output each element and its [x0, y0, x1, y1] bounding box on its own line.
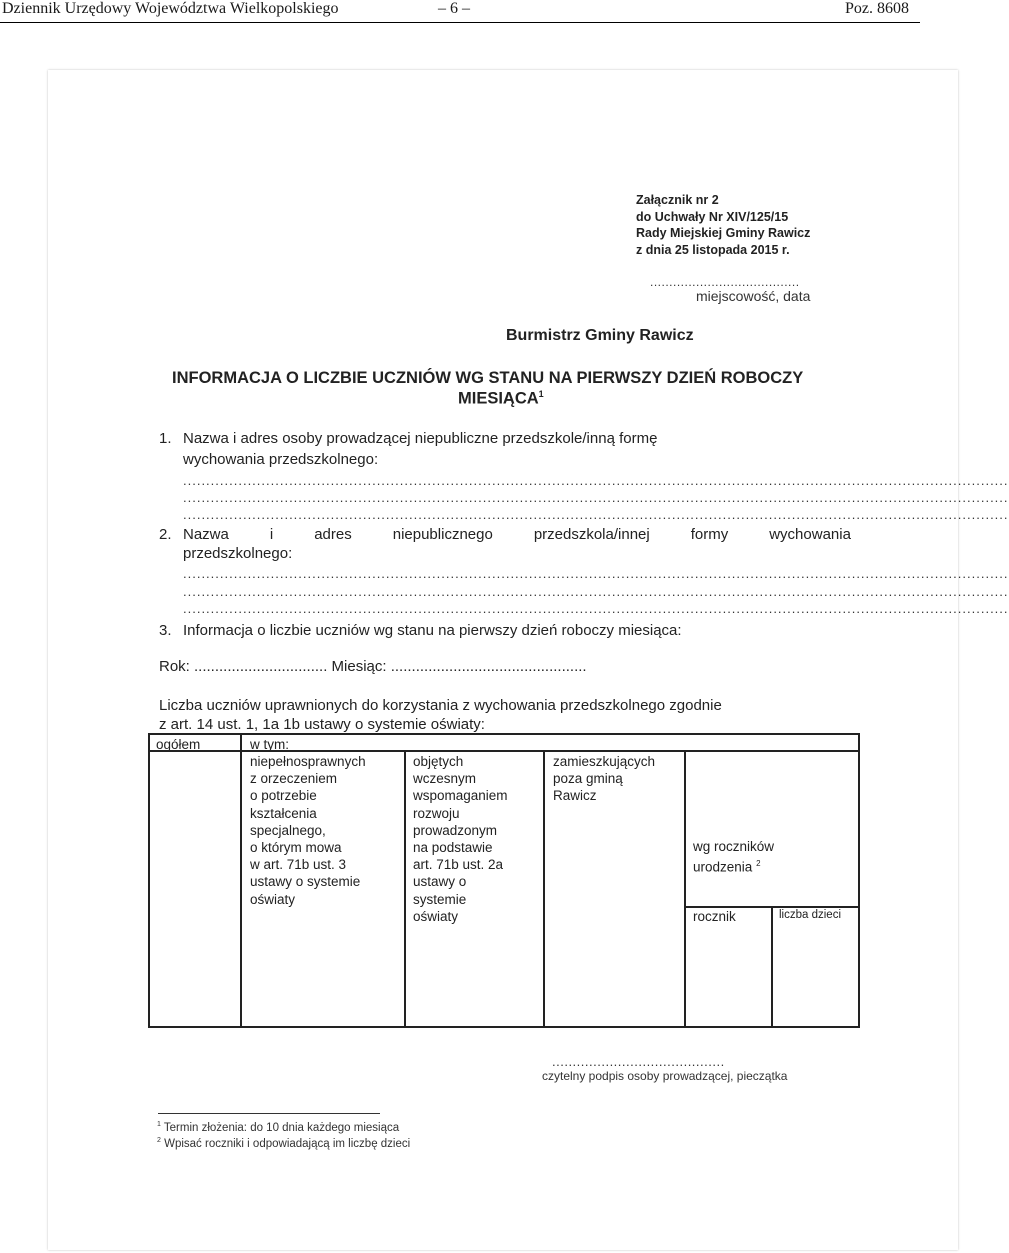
col-disabled-header: [250, 753, 366, 908]
section2-line1: [183, 526, 851, 543]
header-line: na podstawie: [413, 840, 493, 856]
attachment-line: Załącznik nr 2: [636, 193, 719, 207]
form-title-line1: INFORMACJA O LICZBIE UCZNIÓW WG STANU NA PIERWSZY DZIEŃ ROBOCZY: [172, 369, 804, 387]
table-col-divider: [404, 750, 406, 1028]
header-word: urodzenia: [693, 859, 753, 875]
header-line: wg roczników: [693, 839, 775, 854]
eligible-line1: Liczba uczniów uprawnionych do korzystania z wychowania przedszkolnego zgodnie: [159, 697, 722, 714]
header-line: oświaty: [250, 891, 296, 907]
section2-word: niepublicznego: [392, 526, 493, 543]
header-rule: [0, 22, 920, 23]
header-line: Rawicz: [553, 788, 597, 804]
header-line: rozwoju: [413, 805, 460, 821]
section2-dotline: ...................................................................................................................................................................................: [183, 601, 1009, 616]
table-border-top: [148, 733, 860, 735]
section2-word: Nazwa: [183, 526, 229, 543]
footnote-2: [157, 1137, 410, 1150]
header-line: niepełnosprawnych: [250, 754, 366, 769]
col-by-birth-year-header: [693, 838, 774, 876]
header-line: o którym mowa: [250, 840, 342, 856]
page-number: – 6 –: [438, 0, 470, 17]
sub-col-rocznik: rocznik: [693, 909, 736, 924]
form-title-word: MIESIĄCA: [458, 389, 539, 408]
section2-word: wychowania: [769, 526, 851, 543]
attachment-line: z dnia 25 listopada 2015 r.: [636, 242, 790, 257]
signature-label: czytelny podpis osoby prowadzącej, pieczątka: [542, 1069, 788, 1083]
section2-dotline: ...................................................................................................................................................................................: [183, 584, 1009, 599]
section1-dotline: ...................................................................................................................................................................................: [183, 473, 1009, 488]
place-date-label: miejscowość, data: [696, 288, 811, 304]
header-line: wczesnym: [413, 771, 477, 787]
section2-line2: przedszkolnego:: [183, 545, 293, 562]
place-date-dots: .......................................: [650, 275, 800, 289]
position-number: Poz. 8608: [845, 0, 909, 17]
table-col-divider: [240, 733, 242, 1028]
title-footnote-ref: 1: [538, 389, 544, 399]
section2-word: przedszkola/innej: [533, 526, 650, 543]
section2-number: 2.: [159, 526, 172, 543]
journal-title: Dziennik Urzędowy Województwa Wielkopolskiego: [2, 0, 339, 17]
header-line: o potrzebie: [250, 788, 317, 804]
section3-text: Informacja o liczbie uczniów wg stanu na pierwszy dzień roboczy miesiąca:: [183, 622, 682, 639]
section3-number: 3.: [159, 622, 172, 639]
header-line: poza gminą: [553, 771, 623, 787]
header-line: z orzeczeniem: [250, 771, 338, 787]
footnote-rule: [158, 1113, 380, 1114]
header-line: w art. 71b ust. 3: [250, 857, 347, 873]
by-year-footnote-ref: 2: [756, 859, 761, 869]
col-w-tym-header: w tym:: [250, 737, 289, 752]
col-early-support-header: [413, 753, 508, 925]
section2-dotline: ...................................................................................................................................................................................: [183, 566, 1009, 581]
section2-word: formy: [690, 526, 729, 543]
footnote-number: 1: [157, 1121, 161, 1128]
table-subcol-divider: [771, 906, 773, 1028]
section1-dotline: ...................................................................................................................................................................................: [183, 507, 1009, 522]
header-line: wspomaganiem: [413, 788, 508, 804]
form-title-line2: [458, 389, 544, 409]
header-line: oświaty: [413, 908, 459, 924]
sub-col-liczba-dzieci: liczba dzieci: [779, 909, 841, 921]
table-border-right: [858, 733, 860, 1028]
table-border-bottom: [148, 1026, 860, 1028]
header-line: ustawy o systemie: [250, 874, 361, 890]
attachment-line: Rady Miejskiej Gminy Rawicz: [636, 226, 811, 240]
header-line: kształcenia: [250, 805, 317, 821]
signature-dots: ..........................................: [552, 1054, 725, 1069]
journal-header: [0, 0, 960, 24]
table-border-left: [148, 733, 150, 1028]
footnote-number: 2: [157, 1137, 161, 1144]
header-line: zamieszkujących: [553, 754, 656, 769]
table-col-divider: [543, 750, 545, 1028]
header-line: systemie: [413, 891, 467, 907]
header-line: objętych: [413, 754, 464, 769]
footnote-text: Wpisać roczniki i odpowiadającą im liczbę dzieci: [164, 1137, 411, 1150]
section1-number: 1.: [159, 430, 172, 447]
addressee: Burmistrz Gminy Rawicz: [506, 327, 694, 344]
section1-line1: Nazwa i adres osoby prowadzącej niepubliczne przedszkole/inną formę: [183, 430, 658, 447]
eligible-line2: z art. 14 ust. 1, 1a 1b ustawy o systemie oświaty:: [159, 716, 485, 733]
section1-line2: wychowania przedszkolnego:: [183, 451, 379, 468]
section1-dotline: ...................................................................................................................................................................................: [183, 490, 1009, 505]
attachment-line: do Uchwały Nr XIV/125/15: [636, 209, 789, 224]
section2-word: adres: [314, 526, 352, 543]
col-outside-commune-header: [553, 753, 655, 805]
col-ogolem-header: ogółem: [156, 737, 201, 752]
table-col-divider: [684, 750, 686, 1028]
header-line: ustawy o: [413, 874, 467, 890]
rok-miesiac-line: Rok: ................................ Miesiąc: ...............................................: [159, 658, 587, 675]
section2-word: i: [269, 526, 274, 543]
attachment-block: [636, 192, 810, 258]
header-line: art. 71b ust. 2a: [413, 857, 504, 873]
header-line: specjalnego,: [250, 822, 326, 838]
footnote-1: [157, 1121, 399, 1134]
header-line: [693, 855, 774, 876]
header-line: prowadzonym: [413, 822, 498, 838]
footnote-text: Termin złożenia: do 10 dnia każdego miesiąca: [163, 1121, 400, 1134]
